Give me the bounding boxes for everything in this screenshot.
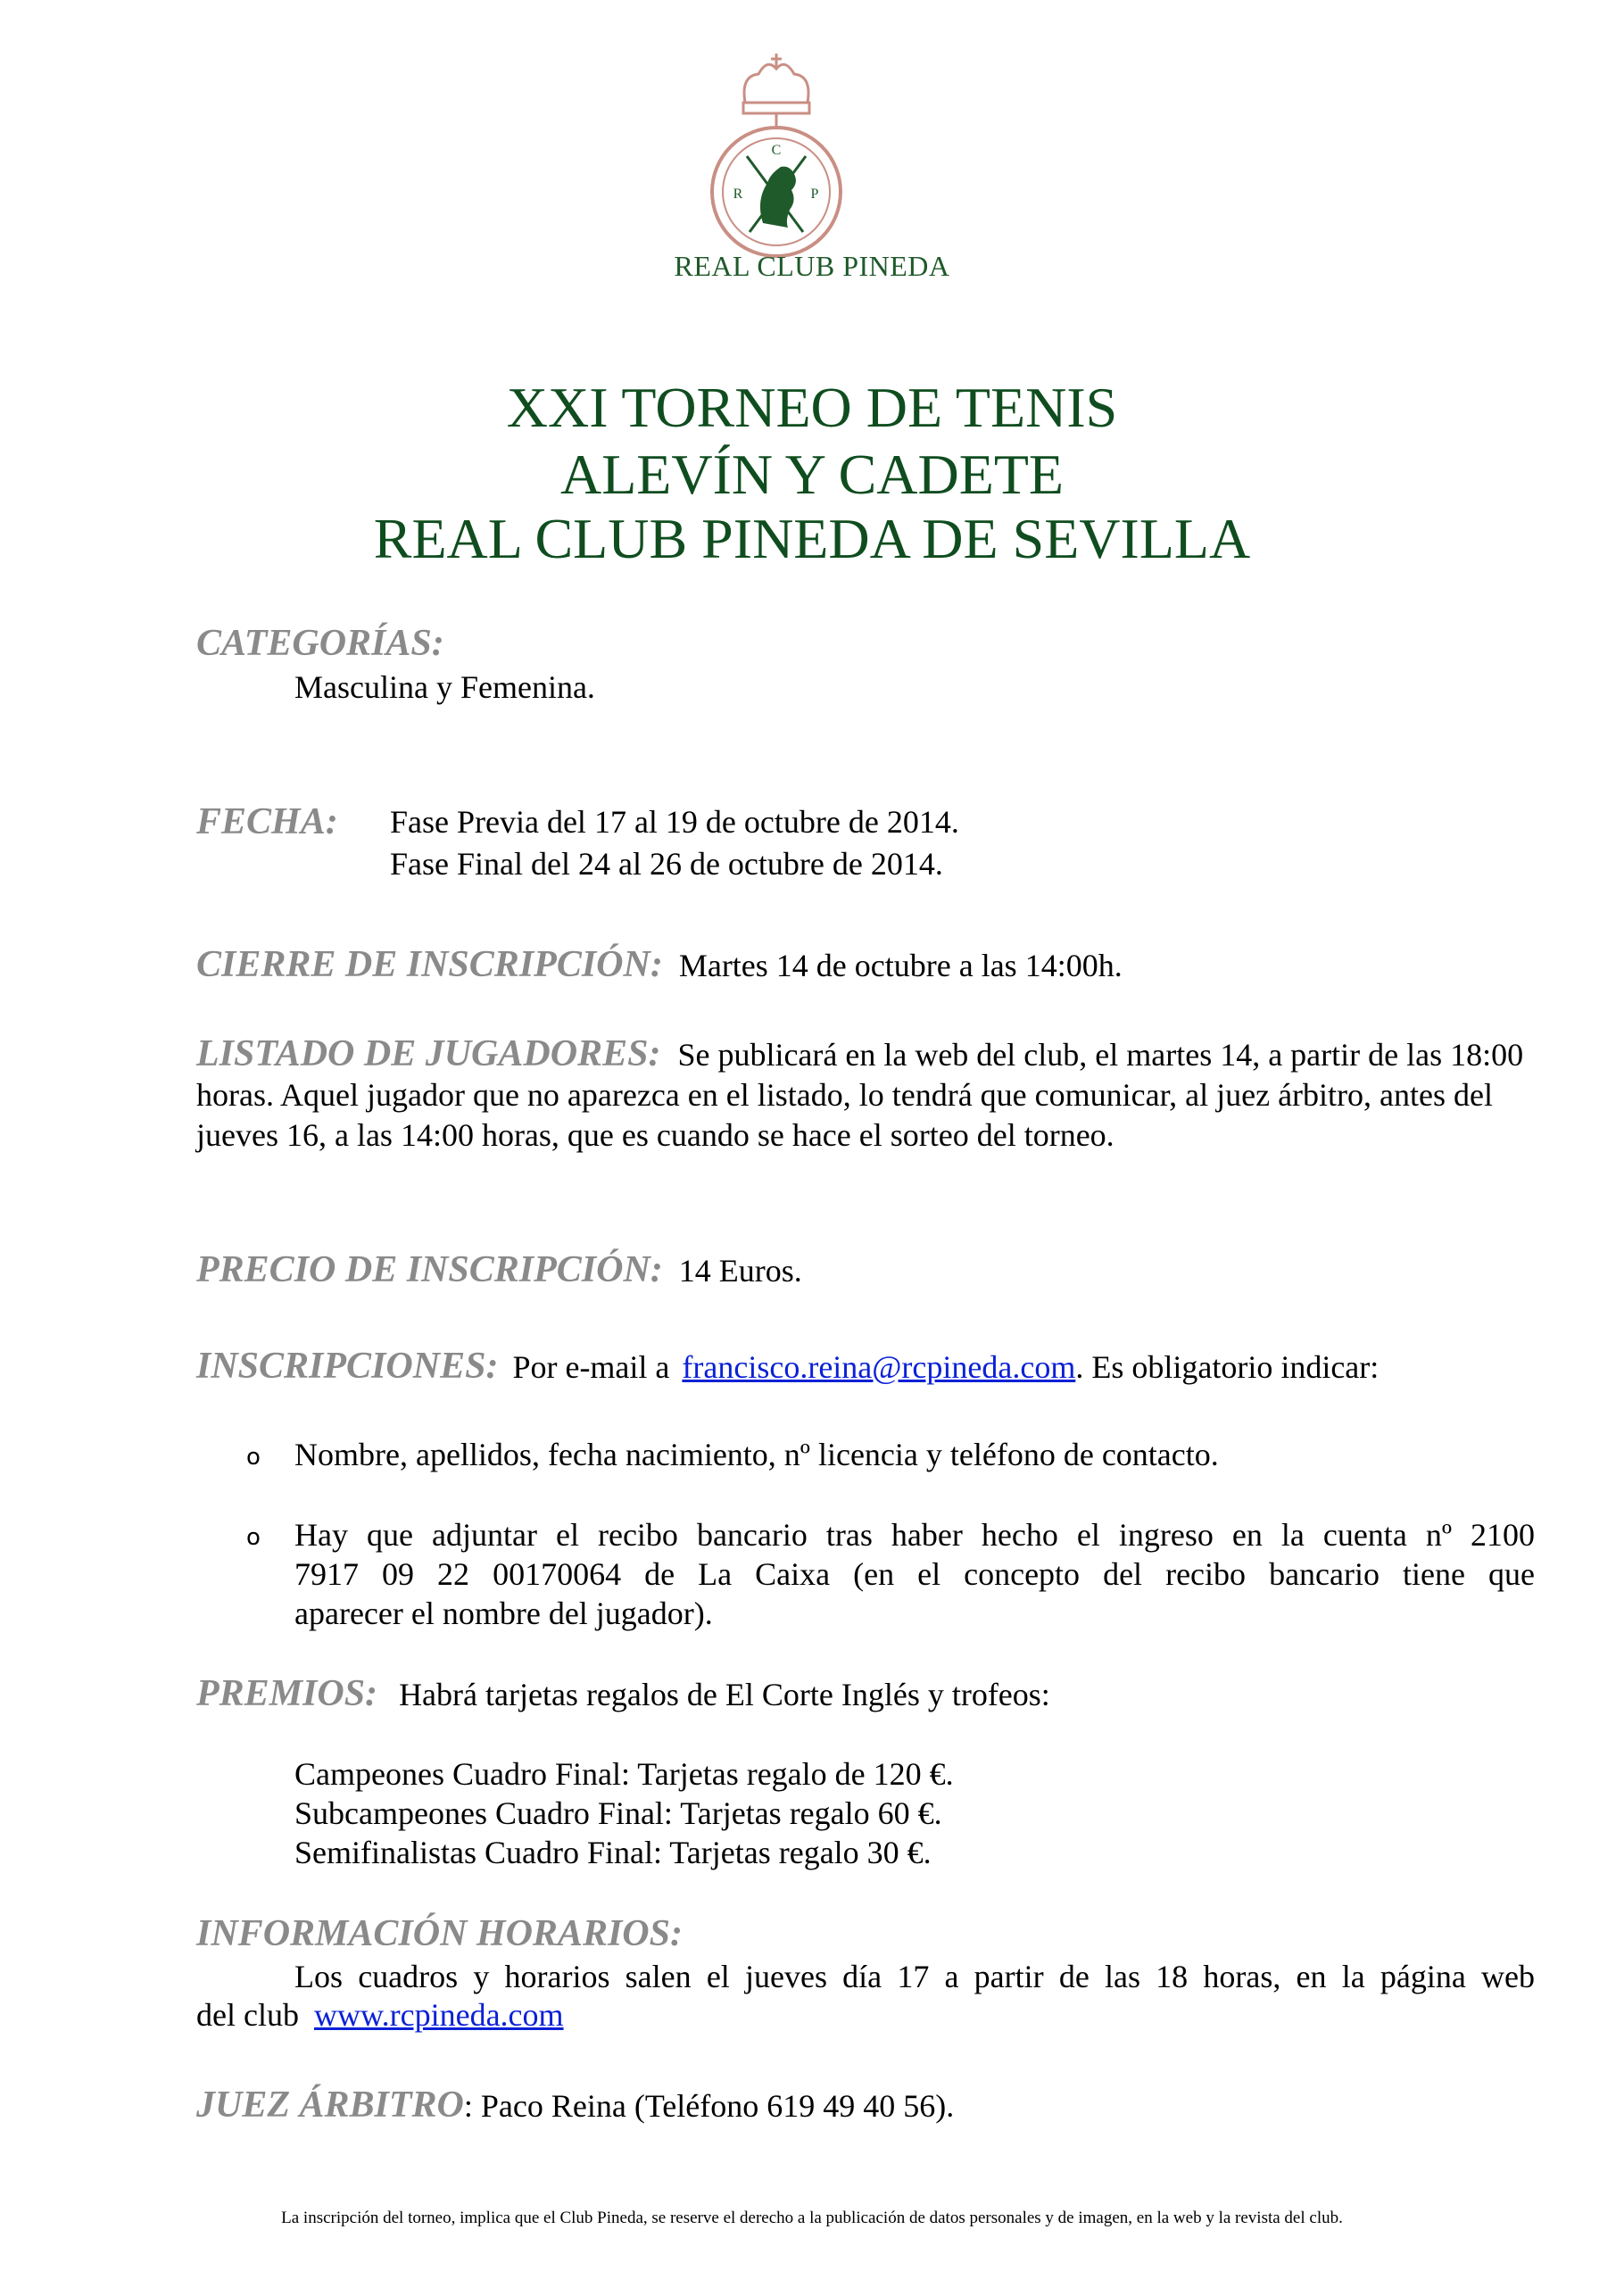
bullet-2-icon: o: [246, 1524, 261, 1551]
svg-text:C: C: [771, 143, 782, 158]
fecha-line-1: Fase Previa del 17 al 19 de octubre de 2014.: [390, 804, 959, 840]
bullet-2-line-2: 7917 09 22 00170064 de La Caixa (en el concepto del recibo bancario tiene que: [294, 1556, 1535, 1592]
horarios-line-1: Los cuadros y horarios salen el jueves día 17 a partir de las 18 horas, en la página web: [294, 1959, 1535, 1994]
title-line-1: XXI TORNEO DE TENIS: [506, 376, 1118, 439]
crest-icon: [692, 49, 861, 263]
juez-row: [196, 2086, 954, 2124]
bullet-1-text: Nombre, apellidos, fecha nacimiento, nº licencia y teléfono de contacto.: [294, 1437, 1219, 1472]
inscripciones-text-before: Por e-mail a: [512, 1349, 670, 1385]
fecha-heading: FECHA:: [196, 801, 338, 842]
horarios-line-2-prefix: del club: [196, 1997, 299, 2033]
premio-line-1: Campeones Cuadro Final: Tarjetas regalo de 120 €.: [294, 1756, 954, 1792]
horarios-line-2: [196, 1999, 564, 2031]
email-link[interactable]: francisco.reina@rcpineda.com: [682, 1349, 1076, 1385]
listado-heading: LISTADO DE JUGADORES:: [196, 1033, 661, 1074]
bullet-2-line-3: aparecer el nombre del jugador).: [294, 1596, 713, 1631]
juez-heading: JUEZ ÁRBITRO: [196, 2085, 464, 2126]
footer-disclaimer: La inscripción del torneo, implica que el Club Pineda, se reserve el derecho a la publicación de datos personales y de imagen, en la web y la revista del club.: [281, 2209, 1343, 2227]
title-line-3: REAL CLUB PINEDA DE SEVILLA: [373, 507, 1251, 570]
premios-heading: PREMIOS:: [196, 1673, 378, 1714]
title-line-2: ALEVÍN Y CADETE: [559, 443, 1065, 506]
cierre-heading: CIERRE DE INSCRIPCIÓN:: [196, 944, 663, 985]
premios-text: Habrá tarjetas regalos de El Corte Inglés y trofeos:: [399, 1677, 1050, 1712]
precio-text: 14 Euros.: [678, 1253, 802, 1289]
svg-text:R: R: [733, 186, 743, 202]
club-name: REAL CLUB PINEDA: [674, 250, 950, 282]
website-link[interactable]: www.rcpineda.com: [313, 1997, 564, 2033]
cierre-row: [196, 946, 1123, 983]
bullet-1-icon: o: [246, 1444, 261, 1471]
inscripciones-row: [196, 1347, 1379, 1385]
inscripciones-heading: INSCRIPCIONES:: [196, 1346, 499, 1387]
inscripciones-text-after: . Es obligatorio indicar:: [1075, 1349, 1380, 1385]
premios-row: [196, 1675, 1050, 1712]
juez-text: : Paco Reina (Teléfono 619 49 40 56).: [463, 2088, 955, 2124]
premio-line-2: Subcampeones Cuadro Final: Tarjetas regalo 60 €.: [294, 1795, 942, 1831]
categorias-heading: CATEGORÍAS:: [196, 623, 444, 664]
premio-line-3: Semifinalistas Cuadro Final: Tarjetas regalo 30 €.: [294, 1835, 932, 1870]
precio-row: [196, 1251, 802, 1289]
precio-heading: PRECIO DE INSCRIPCIÓN:: [196, 1249, 663, 1290]
fecha-line-2: Fase Final del 24 al 26 de octubre de 2014.: [390, 846, 943, 882]
club-logo: [692, 49, 861, 263]
horarios-heading: INFORMACIÓN HORARIOS:: [196, 1913, 683, 1954]
svg-text:P: P: [810, 186, 819, 202]
cierre-text: Martes 14 de octubre a las 14:00h.: [678, 948, 1123, 983]
bullet-2-line-1: Hay que adjuntar el recibo bancario tras haber hecho el ingreso en la cuenta nº 2100: [294, 1517, 1535, 1553]
categorias-text: Masculina y Femenina.: [294, 669, 595, 705]
listado-text: Se publicará en la web del club, el martes 14, a partir de las 18:00 horas. Aquel jugador que no aparezca en el listado, lo tendrá que comunicar, al juez árbitro, antes del jueves 16, a las 14:00 horas, que es cuando se hace el sorteo del torneo.: [196, 1037, 1524, 1153]
listado-paragraph: [196, 1035, 1535, 1156]
